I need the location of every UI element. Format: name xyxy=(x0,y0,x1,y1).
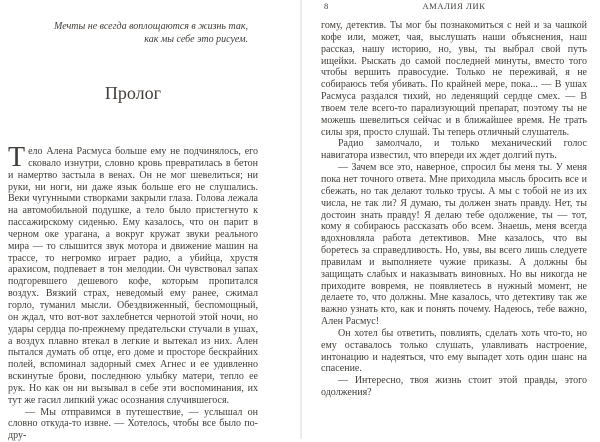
paragraph xyxy=(8,142,258,407)
right-page xyxy=(300,0,600,439)
epigraph xyxy=(8,21,248,46)
running-title: АМАЛИЯ ЛИК xyxy=(422,1,486,11)
paragraph-text: ело Алена Расмуса больше ему не подчинялось, его сковало изнутри, словно кровь превратилась в бетон и намертво застыла в венах. Он не мог шевелиться; ни руки, ни ноги, ни даже язык больше его не слушались. Веки чугунными створками закрыли глаза. Голова лежала на автомобильной подушке, а тело было пристегнуто к пассажирскому сиденью. Ему казалось, что он парит в черном оке урагана, а вокруг кружат звуки реального мира — то слышится звук мотора и движение машин на трассе, то негромко играет радио, а убийца, хрустя арахисом, подпевает в тон мелодии. Он чувствовал запах подгоревшего дешевого кофе, которым пропитался воздух. Вязкий страх, неведомый ему ранее, сжимал горло, туманил мысли. Обездвиженный, беспомощный, он ждал, что вот-вот захлебнется чернотой этой ночи, но удары сердца по-прежнему предательски стучали в ушах, а воздух плавно втекал в легкие и вытекал из них. Ален пытался думать об отце, его доме и просторе бескрайних полей, вспоминал задорный смех Агнес и ее удивленно вскинутые брови, последнюю улыбку матери, тепло ее рук. Но как он ни вызывал в себе эти воспоминания, их тут же гасил липкий ужас осознания случившегося. xyxy=(8,146,258,406)
left-page-body xyxy=(8,142,258,442)
paragraph: — Интересно, твоя жизнь стоит этой правды, этого одолжения? xyxy=(321,375,587,399)
paragraph: Он хотел бы ответить, повлиять, сделать хоть что-то, но ему оставалось только слушать, улавливать настроение, интонацию и надеяться, что ему выпадет хоть один шанс на спасение. xyxy=(321,327,587,375)
right-page-body xyxy=(321,20,587,399)
epigraph-line: Мечты не всегда воплощаются в жизнь так, xyxy=(54,21,248,32)
epigraph-line: как мы себе это рисуем. xyxy=(144,33,248,45)
page-number: 8 xyxy=(324,1,329,11)
running-head xyxy=(321,1,587,11)
paragraph: гому, детектив. Ты мог бы познакомиться с ней и за чашкой кофе или, может, чая, выслушать наши объяснения, наш рассказ, нашу историю, но, увы, ты выбрал свой путь ищейки. Рыскать до самой последней минуты, вместо того чтобы вершить правосудие. Только не переживай, я не собираюсь тебя убивать. По крайней мере, пока... — В ушах Расмуса раздался тихий, но леденящий сердце смех. — В твоем теле всего-то парализующий препарат, поэтому ты не можешь шевелиться сейчас и в ближайшее время. Не трать силы зря, просто слушай. Ты теперь отличный слушатель. xyxy=(321,20,587,138)
drop-cap: Т xyxy=(8,142,26,173)
paragraph: Радио замолчало, и только механический голос навигатора известил, что впереди их ждет долгий путь. xyxy=(321,138,587,162)
chapter-title: Пролог xyxy=(104,83,162,103)
paragraph: — Зачем все это, наверное, спросил бы меня ты. У меня пока нет точного ответа. Мне приходила мысль бросить все и сбежать, но так делают только трусы. А мы с тобой не из их числа, не так ли? Я думаю, ты должен знать правду. Нет, ты достоин знать правду! Я делаю тебе одолжение, ты — тот, кому я собираюсь рассказать обо всем. Знаешь, меня всегда вдохновляла работа детективов. Мне казалось, что вы боретесь за справедливость. Но, увы, вы всего лишь следуете правилам и выполняете чужие приказы. А должны бы защищать слабых и наказывать виновных. Но вы никогда не приходите вовремя, не появляетесь в нужный момент, не делаете то, что должны. Мне казалось, что детективу так же важно узнать кто, как и понять почему. Надеюсь, тебе важно, Ален Расмус! xyxy=(321,162,587,328)
paragraph: — Мы отправимся в путешествие, — услышал он словно откуда-то извне. — Хотелось, чтобы все было по-дру- xyxy=(8,406,258,442)
